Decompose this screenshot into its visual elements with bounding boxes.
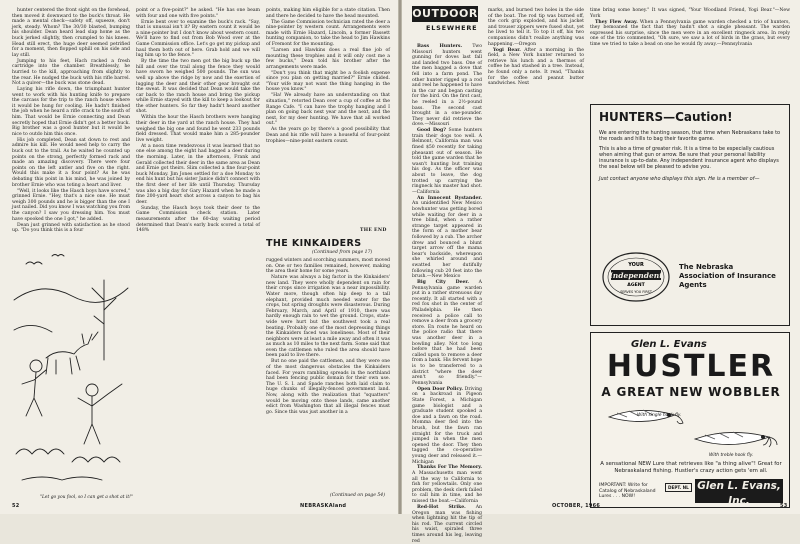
paragraph-text: Within the hour the Hasch brothers were hanging their deer in the yard at the ranch house. They had weighed the big one and found he went 233 pounds field dressed. That would make him a 285-pounder live weight. bbox=[136, 115, 260, 143]
paragraph bbox=[590, 8, 790, 19]
paragraph bbox=[266, 275, 390, 359]
right-page bbox=[402, 0, 800, 544]
paragraph-text: When a Pennsylvania game warden checked a trio of hunters, they bemoaned the fact that they hadn't shot a single pheasant. The warden expressed his surprise, since the men were in an excellent ringneck area. In reply one of the trio commented, "Oh sure, we saw a lot of birds in the grass, but every time we tried to take a bead on one he would fly away.—Pennsylvania bbox=[590, 19, 790, 47]
paragraph bbox=[266, 48, 390, 70]
paragraph-text: Laying his rifle down, the triumphant hunter went to work with his hunting knife to prepare the carcass for the trip to the ranch house where it would be hung for cooling. He hadn't finished the job when he heard a rifle crack to the south of him. That would be Ernie connecting and Dean secretly hoped that Ernie didn't get a better buck. Big brother was a good hunter but it would be nice to outdo him this once. bbox=[12, 87, 130, 137]
paragraph bbox=[12, 8, 130, 58]
cartoon-caption: "Let go you fool, so I can get a shot at it!" bbox=[40, 495, 133, 500]
paragraph-text: Sunday, the Hasch boys took their deer to the Game Commission check station. Later measurements after the 60-day waiting period determined that Dean's early buck scored a total of 148% bbox=[136, 205, 260, 234]
paragraph bbox=[136, 206, 260, 234]
paragraph bbox=[12, 189, 130, 223]
paragraph-text: The Game Commission technician rated the deer a nine-pointer by western count. Arrangements were made with Ernie Hazard, Lincoln, a former Bassett hunting companion, to take the head to Jim Hawkins of Fremont for the mounting. bbox=[266, 19, 390, 47]
item-heading: Red-Hot Strike. bbox=[417, 505, 466, 511]
issue-date: OCTOBER, 1966 bbox=[552, 503, 601, 509]
insurance-ad-tagline: Just contact anyone who displays this sign. He is a member of— bbox=[599, 176, 760, 182]
independent-agent-seal bbox=[601, 251, 671, 303]
paragraph bbox=[488, 48, 584, 87]
paragraph-text: His job completed, Dean sat down to rest and admire his kill. He would need help to carry the buck out to the trail. As he waited he counted up points on the strong, perfectly formed rack and made an amazing discovery. There were four points on the left antler and five on the right. Would this make it a four point? As he was debating this point in his mind, he was joined by brother Ernie who was toting a heart and liver. bbox=[12, 137, 130, 188]
seal-line-4: SERVES YOU FIRST bbox=[620, 290, 652, 294]
paragraph-text: An unidentified New Mexico bowhunter was getting bored while waiting for deer in a tree blind, when a rather strange target appeared in the form of a mother bear followed by a cub. The archer drew and bounced a blunt target arrow off the mama bear's backside, whereupon she whirled around and swatted her dutifully following cub 20 feet into the brush.—New Mexico bbox=[412, 201, 482, 280]
outdoor-elsewhere-logo bbox=[412, 6, 478, 40]
paragraph-text: As the years go by there's a good possibility that Dean and his rifle will have a houseful of four-point trophies—nine-point eastern count. bbox=[266, 127, 390, 144]
insurance-ad-para-1: We are entering the hunting season, that time when Nebraskans take to the roads and hills to bag their favorite game. bbox=[599, 130, 781, 142]
continued-from: (Continued from page 17) bbox=[312, 250, 373, 255]
paragraph-text: An Oregon man was fishing when lightning hit the tip of his rod. The current circled his waist, spiraled three times around his leg, leaving red bbox=[412, 505, 482, 544]
paragraph bbox=[412, 44, 482, 128]
paragraph bbox=[266, 20, 390, 48]
paragraph bbox=[412, 196, 482, 280]
paragraph bbox=[488, 8, 584, 47]
page-number-left: 52 bbox=[12, 503, 20, 509]
paragraph-text: Two Missouri hunters went gunning for doves last fall and landed two bass. One of the men bagged a dove that fell into a farm pond. The other hunter rigged up a rod and reel he happened to have in the car and began casting for the bird. On the first cast, he reeled in a 2½-pound bass. The second cast brought in a one-pounder. They never did retrieve the dove.—Missouri bbox=[412, 44, 482, 128]
paragraph-text: marks, and burned two holes in the side of the boat. The rod tip was burned off, the cork grip exploded, and his jacket and trouser zippers were fused shut, yet he lived to tell it. To top it off, his two companions didn't realize anything was happening.—Oregon bbox=[488, 8, 584, 47]
hustler-lure-ad bbox=[590, 332, 790, 514]
item-heading: Yogi Bear. bbox=[493, 47, 521, 53]
paragraph bbox=[266, 93, 390, 127]
seal-line-3: AGENT bbox=[627, 283, 645, 288]
paragraph-text: "Ha! We already have an understanding on that situation," retorted Dean over a cup of coffee at the Range Cafe. "I can have the trophy hanging and I plan on going back next year and the next, and the next, for my deer hunting. We have that all worked out." bbox=[266, 93, 390, 127]
news-column-2 bbox=[488, 8, 584, 508]
lure-tagline: A GREAT NEW WOBBLER bbox=[601, 385, 781, 399]
dept-code: DEPT. NL bbox=[665, 483, 692, 492]
lure-illustration bbox=[599, 401, 783, 459]
continued-on: (Continued on page 54) bbox=[330, 493, 386, 498]
paragraph-text: But no one paid the cattlemen, and they were one of the most dangerous obstacles the Kinkaiders faced. For years rambling spreads in the northland had been fencing public domain for their own use. The U. S. I. and Spade ranches both laid claim to huge chunks of illegally-fenced government land. Now, along with the realization that "squatters" would be moving onto these lands, came another edict from Washington that all illegal fences must go. Since this was just another in a bbox=[266, 359, 390, 415]
paragraph bbox=[136, 59, 260, 115]
item-heading: Good Dog? bbox=[417, 128, 446, 134]
paragraph-text: Some hunters train their dogs too well. A Belmont, California man was fined $50 recently for taking pheasant out of season. He told the game warden that he wasn't hunting but training his dog. As the officer was about to leave, the dog trotted up carrying the ringneck his master had shot.—California bbox=[412, 128, 482, 195]
paragraph bbox=[590, 20, 790, 48]
paragraph bbox=[266, 8, 390, 19]
paragraph-text: "Well, it looks like the Hasch boys have scored," grinned Ernie. "Hey, that's a nice one. He must weigh 300 pounds and he is bigger than the one I just nailed. Did you know I was watching you from the canyon? I saw you dressing him. You must have spooked the one I got," he added. bbox=[12, 188, 130, 222]
item-heading: Thanks For The Memory. bbox=[417, 465, 482, 471]
paragraph-text: hunter centered the front sight on the forehead, then moved it downward to the buck's throat. He made a mental check—safety off, squeeze, don't jerk, steady. Whom? The 30/30 blasted, bumping his shoulder. Dean heard lead slap home as the buck jerked slightly, then crumpled to his knees. Head still erect, the huge deer seemed petrified for a moment, then flopped uphill on his side and lay still. bbox=[12, 8, 130, 58]
paragraph-text: "Don't you think that might be a foolish expense since you plan on getting married?" Ernie chided. "Your wife may not want the thing hanging in the house you know." bbox=[266, 70, 390, 93]
paragraph bbox=[12, 138, 130, 188]
catalog-offer: IMPORTANT: Write for Catalog of Nebraskaland Lures . . . NOW! bbox=[599, 483, 656, 500]
item-heading: Bass Hunters. bbox=[417, 44, 463, 49]
paragraph-text: After a morning in the field, a New York hunter returned to retrieve his lunch and a thermos of coffee he had stashed in a tree. Instead, he found only a note. It read, "Thanks for the coffee and peanut butter sandwiches. Next bbox=[488, 47, 584, 87]
kinkaiders-headline: THE KINKAIDERS bbox=[266, 238, 362, 249]
company-name: Glen L. Evans, Inc. bbox=[697, 480, 781, 507]
paragraph bbox=[266, 258, 390, 275]
left-page bbox=[0, 0, 398, 514]
hunting-cartoon bbox=[12, 240, 130, 498]
page-number-right: 53 bbox=[780, 503, 788, 509]
kinkaiders-column bbox=[266, 258, 390, 494]
paragraph-text: Nature was always a big factor in the Kinkaiders' new land. They were wholly dependent on rain for their crops since irrigation was a near impossibility. Water more, though often hip deep to a tall elephant, provided much needed water for the crops, but spring droughts were disasterous. During February, March, and April of 1910, there was hardly enough rain to wet the ground. Crops, state-wide were hurt but the southwest took a real beating. Probably one of the most depressing things the Kinkaiders faced was loneliness. Most of their neighbors were at least a mile away and often it was as much as 10 miles to the next farm. Some said that even the cattlemen who ruled the area should have been paid to live there. bbox=[266, 275, 390, 359]
item-heading: Big City Deer. bbox=[417, 280, 470, 286]
item-heading: An Innocent Bystander. bbox=[417, 195, 482, 201]
paragraph-text: At a noon time rendezvous it was learned that no one else among the eight had bagged a deer during the morning. Later, in the afternoon, Frank and Gerald collected their deer in the same area as Dean and Ernie got theirs. Slim collected a fine four-point buck Monday. Jim Jones settled for a doe Monday to end his hunt but his sister Janice didn't connect with the first deer of her life until Thursday. Thursday was also a big day for Gary Hazard when he made a fine 200-yard heart shot across a canyon to bag his deer. bbox=[136, 143, 260, 205]
paragraph bbox=[136, 115, 260, 143]
paragraph bbox=[12, 87, 130, 137]
insurance-ad-title: HUNTERS—Caution! bbox=[599, 110, 733, 124]
magazine-name: NEBRASKAland bbox=[300, 503, 347, 509]
end-mark: THE END bbox=[360, 228, 387, 233]
logo-top-text: OUTDOOR bbox=[412, 7, 478, 20]
treble-hook-label: With treble hook fly. bbox=[709, 453, 754, 458]
item-heading: They Flew Away. bbox=[595, 19, 638, 25]
company-logo bbox=[695, 479, 783, 514]
paragraph bbox=[266, 359, 390, 415]
insurance-ad bbox=[590, 104, 790, 326]
paragraph-text: rugged winters and scorching summers, most moved on. One or two families remained, however, making the area their home for some years. bbox=[266, 258, 390, 275]
paragraph bbox=[412, 280, 482, 386]
story-column-3 bbox=[266, 8, 390, 234]
paragraph-text: time bring some honey." It was signed, "Your Woodland Friend, Yogi Bear."—New York bbox=[590, 8, 790, 19]
news-column-1 bbox=[412, 44, 482, 544]
story-column-1 bbox=[12, 8, 130, 236]
paragraph bbox=[136, 8, 260, 19]
paragraph bbox=[266, 127, 390, 144]
lure-name: HUSTLER bbox=[606, 349, 776, 384]
news-column-3 bbox=[590, 8, 790, 98]
paragraph-text: Driving on a backroad in Pigeon State Forest, a Michigan game biologist and a graduate student spooked a doe and a fawn on the road. Momma deer fled into the brush, but the fawn ran straight for the truck and jumped in when the men opened the door. They then tagged the co-operative young deer and released it.—Michigan bbox=[412, 386, 482, 465]
item-heading: Open Door Policy. bbox=[417, 386, 464, 392]
paragraph bbox=[266, 71, 390, 93]
logo-bottom-text: ELSEWHERE bbox=[426, 24, 478, 32]
paragraph-text: Dean just grinned with satisfaction as he stood up. "Do you think this is a four bbox=[12, 222, 130, 234]
lure-description: A sensational NEW Lure that retrieves like "a thing alive"! Great for Nebraskaland fishing. Hustler's crazy action gets 'em all. bbox=[600, 461, 782, 474]
paragraph-text: By the time the two men got the big buck up the hill and over the trail along the fence they would have sworn he weighed 500 pounds. The sun was well up above the ridge by now and the exertion of lugging the deer and their other gear brought out the sweat. It was decided that Dean would take the car back to the ranch house and bring the pickup while Ernie stayed with the kill to keep a lookout for the other hunters. So far they hadn't heard another shot. bbox=[136, 59, 260, 115]
paragraph bbox=[136, 20, 260, 59]
paragraph-text: Ernie bent over to examine the buck's rack. "Say, that is unusual isn't it? By eastern count it would be a nine-pointer but I don't know about western count. We'll have to find out from Bob Wood over at the Game Commission office. Let's go get my pickup and haul them both out of here. Grab hold and we will lug him up to the fence." bbox=[136, 19, 260, 59]
paragraph-text: point or a five-point?" he asked. "He has one beam with four and one with five points." bbox=[136, 8, 260, 19]
lure-brand: Glen L. Evans bbox=[631, 339, 707, 350]
paragraph bbox=[412, 387, 482, 465]
paragraph-text: points, making him eligible for a state citation. Then and there he decided to have the head mounted. bbox=[266, 8, 390, 19]
paragraph bbox=[136, 144, 260, 206]
paragraph bbox=[412, 128, 482, 195]
paragraph bbox=[412, 505, 482, 544]
paragraph-text: A Pennsylvania game warden put in a rather strenuous day recently. It all started with a red fox shot in the center of Philadelphia. He then received a police call to remove a deer from a grocery store. En route he heard on the police radio that there was another deer in a bowling alley. Not too long before that he had been called upon to remove a deer from a bank. His fervent hope is to be transferred to a district "where the deer aren't so friendly."—Pennsylvania bbox=[412, 280, 482, 386]
seal-line-2: Independent bbox=[609, 271, 663, 280]
paragraph bbox=[12, 59, 130, 87]
insurance-association: The Nebraska Association of Insurance Agents bbox=[679, 263, 776, 289]
paragraph bbox=[12, 223, 130, 234]
paragraph-text: "Larsen and Hawkins does a real fine job of mounting these trophies and it will only cost me a few bucks," Dean told his brother after the arrangements were made. bbox=[266, 47, 390, 70]
paragraph-text: Jumping to his feet, Hach racked a fresh cartridge into the chamber. Breathlessly, he hurried to the kill, approaching from slightly to the rear. He nudged the buck with his rifle barrel. Not a quiver—the buck was stone dead. bbox=[12, 58, 130, 87]
seal-line-1: YOUR bbox=[628, 262, 644, 268]
paragraph-text: A Massachusetts man went all the way to California to fish for yellowtails. Only one problem, the desk clerk failed to call him in time, and he missed the boat.—California bbox=[412, 471, 482, 505]
company-city: CALDWELL, IDAHO bbox=[711, 509, 767, 514]
paragraph bbox=[412, 465, 482, 504]
insurance-ad-para-2: This is also a time of greater risk. It is a time to be especially cautious when aiming that gun or arrow. Be sure that your personal liability insurance is up-to-date. Any independent insurance agent who displays the seal below will be pleased to advise you. bbox=[599, 146, 779, 170]
single-hook-label: With single hook fly. bbox=[637, 413, 682, 418]
story-column-2 bbox=[136, 8, 260, 498]
